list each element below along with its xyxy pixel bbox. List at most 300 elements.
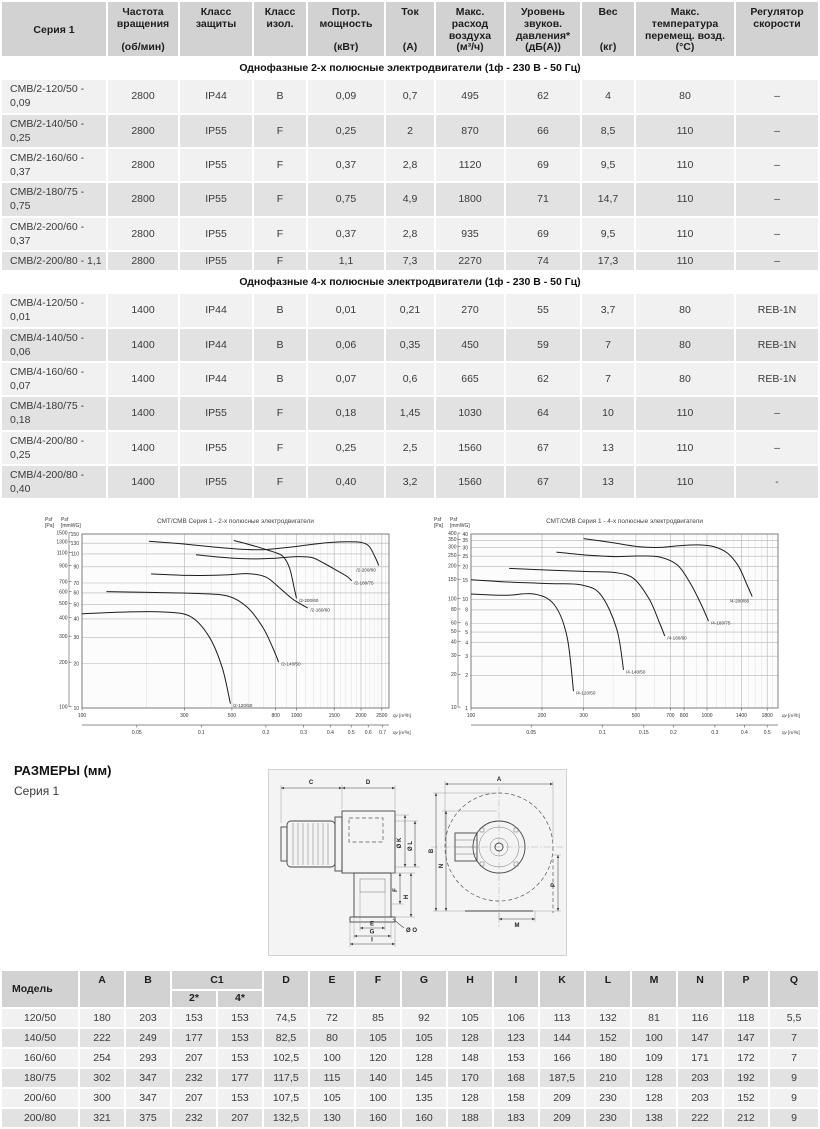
value-cell: F bbox=[254, 397, 306, 429]
value-cell: 3,7 bbox=[582, 294, 634, 326]
column-header: Макс. расход воздуха (м³/ч) bbox=[436, 2, 504, 56]
value-cell: 2,8 bbox=[386, 149, 434, 181]
value-cell: B bbox=[254, 80, 306, 112]
model-cell: CMB/4-180/75 - 0,18 bbox=[2, 397, 106, 429]
svg-text:20: 20 bbox=[462, 564, 468, 571]
svg-text:40: 40 bbox=[462, 532, 468, 539]
value-cell: 2,8 bbox=[386, 218, 434, 250]
svg-text:40: 40 bbox=[450, 639, 457, 646]
value-cell: 153 bbox=[218, 1089, 262, 1107]
spec-row bbox=[2, 363, 818, 395]
value-cell: F bbox=[254, 149, 306, 181]
svg-text:150: 150 bbox=[448, 577, 457, 584]
value-cell: 2800 bbox=[108, 218, 178, 250]
value-cell: 116 bbox=[678, 1009, 722, 1027]
dim-table-header-row bbox=[2, 971, 818, 989]
column-subheader: 2* bbox=[172, 991, 216, 1007]
value-cell: 100 bbox=[632, 1029, 676, 1047]
value-cell: 207 bbox=[172, 1049, 216, 1067]
value-cell: 222 bbox=[678, 1109, 722, 1127]
svg-text:10: 10 bbox=[462, 597, 468, 604]
svg-text:3: 3 bbox=[465, 654, 468, 661]
dim-label-m: M bbox=[514, 923, 520, 930]
svg-text:800: 800 bbox=[271, 713, 280, 720]
value-cell: 2 bbox=[386, 115, 434, 147]
value-cell: 80 bbox=[636, 294, 734, 326]
dim-label-i: I bbox=[371, 937, 373, 944]
svg-text:1100: 1100 bbox=[56, 550, 68, 557]
svg-text:/4-180/75: /4-180/75 bbox=[711, 620, 731, 626]
value-cell: 66 bbox=[506, 115, 580, 147]
value-cell: 187,5 bbox=[540, 1069, 584, 1087]
svg-text:0.1: 0.1 bbox=[598, 730, 606, 737]
value-cell: 270 bbox=[436, 294, 504, 326]
value-cell: 1400 bbox=[108, 363, 178, 395]
svg-text:/2-160/60: /2-160/60 bbox=[310, 607, 330, 613]
dim-row bbox=[2, 1009, 818, 1027]
svg-text:0.5: 0.5 bbox=[347, 730, 355, 737]
column-header: M bbox=[632, 971, 676, 1007]
value-cell: 0,01 bbox=[308, 294, 384, 326]
spec-row bbox=[2, 329, 818, 361]
model-cell: 200/80 bbox=[2, 1109, 78, 1127]
value-cell: 0,6 bbox=[386, 363, 434, 395]
value-cell: IP55 bbox=[180, 432, 252, 464]
svg-text:50: 50 bbox=[450, 629, 457, 636]
value-cell: 7,3 bbox=[386, 252, 434, 270]
fan-curve-charts bbox=[0, 512, 820, 749]
column-header: A bbox=[80, 971, 124, 1007]
svg-text:1000: 1000 bbox=[290, 713, 303, 720]
column-header: P bbox=[724, 971, 768, 1007]
dim-row bbox=[2, 1109, 818, 1127]
svg-text:0.05: 0.05 bbox=[526, 730, 537, 737]
value-cell: 74,5 bbox=[264, 1009, 308, 1027]
svg-text:0.3: 0.3 bbox=[300, 730, 308, 737]
svg-text:600: 600 bbox=[59, 589, 68, 596]
value-cell: – bbox=[736, 397, 818, 429]
column-header: C1 bbox=[172, 971, 262, 989]
value-cell: F bbox=[254, 466, 306, 498]
value-cell: 171 bbox=[678, 1049, 722, 1067]
column-header: Потр. мощность (кВт) bbox=[308, 2, 384, 56]
value-cell: 1560 bbox=[436, 432, 504, 464]
value-cell: 153 bbox=[172, 1009, 216, 1027]
column-subheader: 4* bbox=[218, 991, 262, 1007]
value-cell: 80 bbox=[636, 329, 734, 361]
model-cell: CMB/2-120/50 - 0,09 bbox=[2, 80, 106, 112]
value-cell: – bbox=[736, 218, 818, 250]
value-cell: 1,1 bbox=[308, 252, 384, 270]
svg-text:qv [m³/h]: qv [m³/h] bbox=[782, 713, 800, 719]
dim-label-k: Ø K bbox=[397, 837, 403, 849]
svg-text:300: 300 bbox=[448, 544, 457, 551]
spec-row bbox=[2, 466, 818, 498]
svg-text:4: 4 bbox=[465, 640, 468, 647]
value-cell: 106 bbox=[494, 1009, 538, 1027]
value-cell: 4,9 bbox=[386, 183, 434, 215]
value-cell: 1400 bbox=[108, 329, 178, 361]
value-cell: IP55 bbox=[180, 115, 252, 147]
value-cell: 1400 bbox=[108, 397, 178, 429]
value-cell: F bbox=[254, 115, 306, 147]
value-cell: 62 bbox=[506, 363, 580, 395]
model-cell: CMB/2-180/75 - 0,75 bbox=[2, 183, 106, 215]
value-cell: 0,40 bbox=[308, 466, 384, 498]
side-view bbox=[281, 780, 420, 947]
value-cell: 7 bbox=[582, 363, 634, 395]
value-cell: 375 bbox=[126, 1109, 170, 1127]
value-cell: 105 bbox=[402, 1029, 446, 1047]
value-cell: 4 bbox=[582, 80, 634, 112]
value-cell: 123 bbox=[494, 1029, 538, 1047]
value-cell: 128 bbox=[402, 1049, 446, 1067]
fan-curve-chart-2pole bbox=[42, 512, 417, 749]
svg-text:80: 80 bbox=[450, 607, 457, 614]
value-cell: 110 bbox=[636, 115, 734, 147]
value-cell: 0,21 bbox=[386, 294, 434, 326]
svg-text:5: 5 bbox=[465, 630, 468, 637]
model-cell: CMB/2-200/60 - 0,37 bbox=[2, 218, 106, 250]
model-cell: CMB/4-200/80 - 0,40 bbox=[2, 466, 106, 498]
value-cell: 110 bbox=[636, 183, 734, 215]
value-cell: 128 bbox=[448, 1089, 492, 1107]
value-cell: IP55 bbox=[180, 252, 252, 270]
value-cell: 2800 bbox=[108, 149, 178, 181]
svg-text:/2-180/75: /2-180/75 bbox=[354, 580, 374, 586]
value-cell: REB-1N bbox=[736, 329, 818, 361]
value-cell: 0,75 bbox=[308, 183, 384, 215]
value-cell: 0,25 bbox=[308, 115, 384, 147]
value-cell: 212 bbox=[724, 1109, 768, 1127]
value-cell: 55 bbox=[506, 294, 580, 326]
value-cell: 107,5 bbox=[264, 1089, 308, 1107]
value-cell: – bbox=[736, 80, 818, 112]
value-cell: 115 bbox=[310, 1069, 354, 1087]
value-cell: 152 bbox=[724, 1089, 768, 1107]
value-cell: 147 bbox=[678, 1029, 722, 1047]
column-header: Уровень звуков. давления* (дБ(А)) bbox=[506, 2, 580, 56]
svg-text:500: 500 bbox=[59, 601, 68, 608]
model-cell: CMB/4-140/50 - 0,06 bbox=[2, 329, 106, 361]
value-cell: F bbox=[254, 183, 306, 215]
svg-text:90: 90 bbox=[73, 564, 79, 571]
value-cell: 0,06 bbox=[308, 329, 384, 361]
dim-label-c: C bbox=[308, 780, 314, 787]
svg-text:1500: 1500 bbox=[328, 713, 340, 720]
value-cell: 230 bbox=[586, 1089, 630, 1107]
svg-text:qv [m³/s]: qv [m³/s] bbox=[393, 730, 411, 736]
svg-text:10: 10 bbox=[73, 706, 79, 713]
dimension-drawing-box bbox=[268, 769, 567, 956]
value-cell: 2270 bbox=[436, 252, 504, 270]
model-cell: 140/50 bbox=[2, 1029, 78, 1047]
dim-row bbox=[2, 1089, 818, 1107]
value-cell: 13 bbox=[582, 432, 634, 464]
value-cell: 110 bbox=[636, 218, 734, 250]
column-header: Ток (А) bbox=[386, 2, 434, 56]
value-cell: 0,18 bbox=[308, 397, 384, 429]
column-header: I bbox=[494, 971, 538, 1007]
svg-text:[Pa]: [Pa] bbox=[434, 523, 443, 530]
svg-text:6: 6 bbox=[465, 621, 468, 628]
value-cell: 147 bbox=[724, 1029, 768, 1047]
svg-text:/4-200/80: /4-200/80 bbox=[729, 598, 750, 604]
svg-text:0.1: 0.1 bbox=[197, 730, 205, 737]
svg-text:1800: 1800 bbox=[761, 713, 773, 720]
spec-row bbox=[2, 252, 818, 270]
value-cell: REB-1N bbox=[736, 294, 818, 326]
svg-text:2: 2 bbox=[465, 673, 468, 680]
svg-text:qv [m³/h]: qv [m³/h] bbox=[393, 713, 411, 719]
value-cell: 3,2 bbox=[386, 466, 434, 498]
value-cell: 192 bbox=[724, 1069, 768, 1087]
svg-text:400: 400 bbox=[59, 615, 68, 622]
value-cell: 74 bbox=[506, 252, 580, 270]
value-cell: IP55 bbox=[180, 218, 252, 250]
column-header: B bbox=[126, 971, 170, 1007]
value-cell: 69 bbox=[506, 218, 580, 250]
svg-text:/2-200/80: /2-200/80 bbox=[356, 567, 376, 573]
value-cell: 0,37 bbox=[308, 149, 384, 181]
value-cell: 140 bbox=[356, 1069, 400, 1087]
value-cell: 302 bbox=[80, 1069, 124, 1087]
value-cell: – bbox=[736, 252, 818, 270]
value-cell: 7 bbox=[770, 1029, 818, 1047]
value-cell: 158 bbox=[494, 1089, 538, 1107]
value-cell: 1,45 bbox=[386, 397, 434, 429]
value-cell: 148 bbox=[448, 1049, 492, 1067]
value-cell: 110 bbox=[636, 466, 734, 498]
value-cell: 203 bbox=[678, 1069, 722, 1087]
spec-row bbox=[2, 80, 818, 112]
value-cell: 0,09 bbox=[308, 80, 384, 112]
value-cell: 347 bbox=[126, 1089, 170, 1107]
svg-text:0.5: 0.5 bbox=[763, 730, 771, 737]
svg-text:/4-140/50: /4-140/50 bbox=[626, 669, 646, 675]
svg-text:Psf: Psf bbox=[450, 517, 458, 524]
svg-text:100: 100 bbox=[77, 713, 87, 720]
svg-text:15: 15 bbox=[462, 578, 468, 585]
svg-text:1: 1 bbox=[465, 706, 468, 713]
value-cell: 92 bbox=[402, 1009, 446, 1027]
column-header: Макс. температура перемещ. возд. (°С) bbox=[636, 2, 734, 56]
svg-text:1300: 1300 bbox=[56, 539, 68, 546]
value-cell: 117,5 bbox=[264, 1069, 308, 1087]
svg-text:Psf: Psf bbox=[45, 517, 53, 524]
dim-row bbox=[2, 1049, 818, 1067]
spec-row bbox=[2, 397, 818, 429]
column-header: Серия 1 bbox=[2, 2, 106, 56]
svg-text:20: 20 bbox=[73, 661, 79, 668]
value-cell: 80 bbox=[636, 80, 734, 112]
value-cell: 0,7 bbox=[386, 80, 434, 112]
column-header: H bbox=[448, 971, 492, 1007]
value-cell: 160 bbox=[356, 1109, 400, 1127]
value-cell: 300 bbox=[80, 1089, 124, 1107]
svg-text:110: 110 bbox=[71, 551, 79, 558]
svg-text:Psf: Psf bbox=[434, 517, 442, 524]
dim-row bbox=[2, 1069, 818, 1087]
value-cell: IP55 bbox=[180, 397, 252, 429]
value-cell: 100 bbox=[356, 1089, 400, 1107]
model-cell: CMB/4-160/60 - 0,07 bbox=[2, 363, 106, 395]
value-cell: 232 bbox=[172, 1069, 216, 1087]
value-cell: 160 bbox=[402, 1109, 446, 1127]
svg-text:0.15: 0.15 bbox=[638, 730, 649, 737]
svg-text:70: 70 bbox=[73, 581, 79, 588]
svg-text:0.05: 0.05 bbox=[131, 730, 142, 737]
svg-text:0.6: 0.6 bbox=[364, 730, 372, 737]
dim-label-a: A bbox=[496, 777, 502, 784]
value-cell: 7 bbox=[770, 1049, 818, 1067]
value-cell: IP55 bbox=[180, 466, 252, 498]
svg-text:/2-140/50: /2-140/50 bbox=[281, 661, 301, 667]
value-cell: 9,5 bbox=[582, 218, 634, 250]
value-cell: 209 bbox=[540, 1109, 584, 1127]
value-cell: 249 bbox=[126, 1029, 170, 1047]
value-cell: – bbox=[736, 149, 818, 181]
dim-row bbox=[2, 1029, 818, 1047]
value-cell: – bbox=[736, 183, 818, 215]
dimensions-section bbox=[0, 759, 820, 965]
value-cell: 180 bbox=[80, 1009, 124, 1027]
column-header: Вес (кг) bbox=[582, 2, 634, 56]
svg-text:50: 50 bbox=[73, 602, 79, 609]
column-header: Класс защиты bbox=[180, 2, 252, 56]
svg-text:500: 500 bbox=[227, 713, 237, 720]
value-cell: 153 bbox=[494, 1049, 538, 1067]
svg-text:30: 30 bbox=[462, 545, 468, 552]
svg-text:800: 800 bbox=[679, 713, 689, 720]
value-cell: 177 bbox=[172, 1029, 216, 1047]
svg-text:0.4: 0.4 bbox=[326, 730, 334, 737]
value-cell: REB-1N bbox=[736, 363, 818, 395]
svg-text:/2-200/60: /2-200/60 bbox=[299, 598, 319, 604]
value-cell: 9 bbox=[770, 1109, 818, 1127]
value-cell: F bbox=[254, 432, 306, 464]
model-cell: CMB/2-200/80 - 1,1 bbox=[2, 252, 106, 270]
value-cell: 110 bbox=[636, 397, 734, 429]
svg-text:qv [m³/s]: qv [m³/s] bbox=[782, 730, 800, 736]
value-cell: 210 bbox=[586, 1069, 630, 1087]
value-cell: IP44 bbox=[180, 329, 252, 361]
spec-row bbox=[2, 218, 818, 250]
spec-table-header-row bbox=[2, 2, 818, 56]
svg-text:1400: 1400 bbox=[735, 713, 747, 720]
value-cell: 232 bbox=[172, 1109, 216, 1127]
value-cell: 130 bbox=[310, 1109, 354, 1127]
value-cell: 80 bbox=[636, 363, 734, 395]
model-cell: CMB/2-160/60 - 0,37 bbox=[2, 149, 106, 181]
value-cell: 166 bbox=[540, 1049, 584, 1067]
svg-text:300: 300 bbox=[579, 713, 588, 720]
value-cell: IP44 bbox=[180, 363, 252, 395]
value-cell: 450 bbox=[436, 329, 504, 361]
value-cell: 135 bbox=[402, 1089, 446, 1107]
svg-text:250: 250 bbox=[448, 553, 457, 560]
svg-text:100: 100 bbox=[59, 704, 68, 711]
spec-row bbox=[2, 183, 818, 215]
dim-label-h: H bbox=[404, 895, 410, 900]
model-cell: 180/75 bbox=[2, 1069, 78, 1087]
value-cell: 153 bbox=[218, 1049, 262, 1067]
value-cell: 118 bbox=[724, 1009, 768, 1027]
spec-row bbox=[2, 149, 818, 181]
value-cell: 102,5 bbox=[264, 1049, 308, 1067]
value-cell: 183 bbox=[494, 1109, 538, 1127]
value-cell: 71 bbox=[506, 183, 580, 215]
value-cell: 347 bbox=[126, 1069, 170, 1087]
svg-text:/4-120/50: /4-120/50 bbox=[576, 690, 596, 696]
svg-text:СМТ/СМВ Серия 1 - 4-х полюсн: СМТ/СМВ Серия 1 - 4-х полюсные электродвигатели bbox=[546, 518, 703, 526]
dim-label-l: Ø L bbox=[408, 841, 414, 852]
value-cell: 105 bbox=[448, 1009, 492, 1027]
value-cell: 207 bbox=[172, 1089, 216, 1107]
value-cell: 870 bbox=[436, 115, 504, 147]
svg-text:[mmWG]: [mmWG] bbox=[450, 523, 470, 530]
value-cell: 5,5 bbox=[770, 1009, 818, 1027]
column-header: Регулятор скорости bbox=[736, 2, 818, 56]
value-cell: 132,5 bbox=[264, 1109, 308, 1127]
spec-row bbox=[2, 115, 818, 147]
value-cell: 203 bbox=[126, 1009, 170, 1027]
dimensions-subheading: Серия 1 bbox=[14, 784, 60, 799]
dim-label-n: N bbox=[439, 864, 445, 869]
svg-text:700: 700 bbox=[666, 713, 675, 720]
svg-text:0.3: 0.3 bbox=[711, 730, 719, 737]
value-cell: 293 bbox=[126, 1049, 170, 1067]
model-cell: CMB/4-200/80 - 0,25 bbox=[2, 432, 106, 464]
svg-text:2000: 2000 bbox=[355, 713, 367, 720]
value-cell: 153 bbox=[218, 1029, 262, 1047]
value-cell: 9 bbox=[770, 1069, 818, 1087]
dim-label-e: E bbox=[369, 921, 375, 928]
dim-label-g: G bbox=[369, 929, 375, 936]
value-cell: 80 bbox=[310, 1029, 354, 1047]
svg-text:35: 35 bbox=[462, 538, 468, 545]
value-cell: 1030 bbox=[436, 397, 504, 429]
value-cell: 59 bbox=[506, 329, 580, 361]
value-cell: 110 bbox=[636, 252, 734, 270]
value-cell: 230 bbox=[586, 1109, 630, 1127]
value-cell: 495 bbox=[436, 80, 504, 112]
svg-text:1500: 1500 bbox=[56, 530, 68, 537]
value-cell: F bbox=[254, 252, 306, 270]
section-band: Однофазные 4-х полюсные электродвигатели (1ф - 230 В - 50 Гц) bbox=[2, 272, 818, 292]
dim-label-b: B bbox=[429, 849, 435, 854]
svg-text:700: 700 bbox=[59, 579, 68, 586]
value-cell: 2,5 bbox=[386, 432, 434, 464]
svg-text:60: 60 bbox=[450, 620, 457, 627]
dim-label-o: Ø O bbox=[406, 928, 418, 935]
svg-text:900: 900 bbox=[59, 563, 68, 570]
svg-text:60: 60 bbox=[73, 590, 79, 597]
svg-text:0.7: 0.7 bbox=[379, 730, 387, 737]
column-header: Модель bbox=[2, 971, 78, 1007]
column-header: Частота вращения (об/мин) bbox=[108, 2, 178, 56]
value-cell: 81 bbox=[632, 1009, 676, 1027]
value-cell: 17,3 bbox=[582, 252, 634, 270]
value-cell: 203 bbox=[678, 1089, 722, 1107]
value-cell: 207 bbox=[218, 1109, 262, 1127]
value-cell: 2800 bbox=[108, 115, 178, 147]
value-cell: 82,5 bbox=[264, 1029, 308, 1047]
svg-text:500: 500 bbox=[631, 713, 641, 720]
value-cell: 172 bbox=[724, 1049, 768, 1067]
svg-text:30: 30 bbox=[73, 635, 79, 642]
value-cell: B bbox=[254, 363, 306, 395]
